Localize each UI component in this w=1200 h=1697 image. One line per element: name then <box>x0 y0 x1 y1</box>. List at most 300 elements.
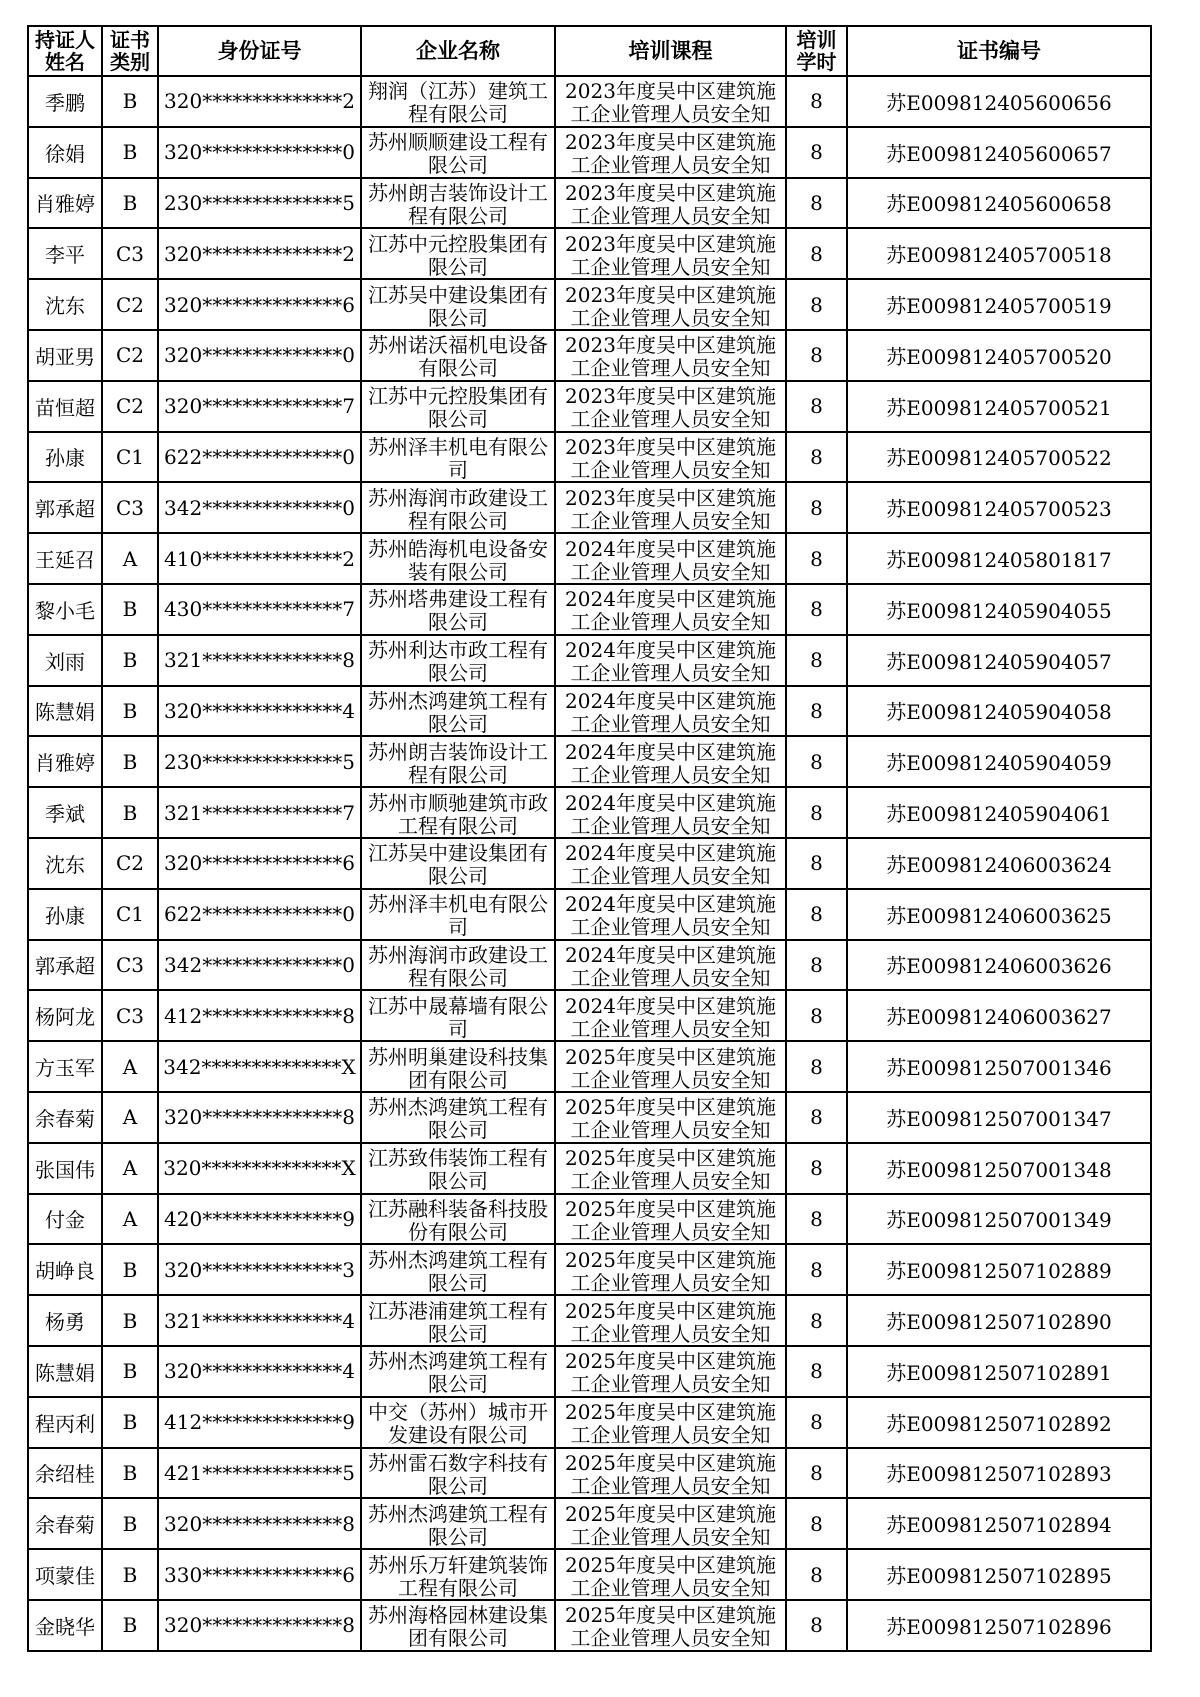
cell-course-text: 2025年度吴中区建筑施工企业管理人员安全知 <box>565 1552 776 1598</box>
table-body <box>28 76 1151 1651</box>
cell-id-number: 320**************2 <box>158 228 361 279</box>
cell-hours: 8 <box>786 635 847 686</box>
cell-company-text: 苏州海润市政建设工程有限公司 <box>368 485 548 531</box>
cell-hours: 8 <box>786 1448 847 1499</box>
cell-course <box>555 635 786 686</box>
table-row <box>28 889 1151 940</box>
cell-cert-category: C3 <box>102 228 158 279</box>
cell-id-number: 320**************6 <box>158 838 361 889</box>
cell-cert-number: 苏E009812405600656 <box>847 76 1151 127</box>
cell-company <box>361 432 555 483</box>
cell-holder-name: 季鹏 <box>28 76 102 127</box>
cell-course <box>555 1194 786 1245</box>
cell-hours: 8 <box>786 736 847 787</box>
cell-company-text: 苏州利达市政工程有限公司 <box>368 638 548 684</box>
cell-course <box>555 1549 786 1600</box>
cell-company <box>361 482 555 533</box>
cell-id-number: 320**************8 <box>158 1498 361 1549</box>
cell-holder-name: 方玉军 <box>28 1041 102 1092</box>
table-row <box>28 1092 1151 1143</box>
cell-course <box>555 1295 786 1346</box>
cell-cert-category: A <box>102 533 158 584</box>
cell-company <box>361 1600 555 1651</box>
cell-course-text: 2025年度吴中区建筑施工企业管理人员安全知 <box>565 1196 776 1242</box>
cell-id-number: 320**************7 <box>158 381 361 432</box>
cell-holder-name: 余绍桂 <box>28 1448 102 1499</box>
cell-holder-name: 苗恒超 <box>28 381 102 432</box>
cell-company <box>361 686 555 737</box>
cell-id-number: 430**************7 <box>158 584 361 635</box>
cell-cert-category: B <box>102 1498 158 1549</box>
header-cert-number: 证书编号 <box>847 26 1151 76</box>
table-row <box>28 1397 1151 1448</box>
cell-holder-name: 沈东 <box>28 279 102 330</box>
cell-course-text: 2024年度吴中区建筑施工企业管理人员安全知 <box>565 841 776 887</box>
cell-company <box>361 330 555 381</box>
cell-cert-category: C3 <box>102 940 158 991</box>
cell-holder-name: 陈慧娟 <box>28 1346 102 1397</box>
cell-course <box>555 1041 786 1092</box>
cell-company-text: 苏州塔弗建设工程有限公司 <box>368 587 548 633</box>
cell-company <box>361 1549 555 1600</box>
cell-course-text: 2024年度吴中区建筑施工企业管理人员安全知 <box>565 942 776 988</box>
table-row <box>28 1041 1151 1092</box>
cell-company <box>361 1295 555 1346</box>
cell-company-text: 苏州皓海机电设备安装有限公司 <box>368 536 548 582</box>
cell-cert-number: 苏E009812406003627 <box>847 990 1151 1041</box>
cell-company-text: 苏州泽丰机电有限公司 <box>368 892 548 938</box>
cell-cert-number: 苏E009812507001347 <box>847 1092 1151 1143</box>
table-row <box>28 787 1151 838</box>
cell-course <box>555 838 786 889</box>
cell-holder-name: 季斌 <box>28 787 102 838</box>
cell-course <box>555 381 786 432</box>
cell-id-number: 320**************6 <box>158 279 361 330</box>
cell-cert-category: B <box>102 76 158 127</box>
cell-course <box>555 1448 786 1499</box>
cell-company-text: 苏州乐万轩建筑装饰工程有限公司 <box>368 1552 548 1598</box>
cell-id-number: 320**************2 <box>158 76 361 127</box>
cell-company <box>361 889 555 940</box>
certificate-table <box>27 25 1152 1652</box>
cell-cert-category: A <box>102 1143 158 1194</box>
cell-hours: 8 <box>786 1041 847 1092</box>
cell-holder-name: 郭承超 <box>28 940 102 991</box>
cell-company <box>361 1194 555 1245</box>
table-row <box>28 279 1151 330</box>
cell-course-text: 2023年度吴中区建筑施工企业管理人员安全知 <box>565 231 776 277</box>
cell-holder-name: 余春菊 <box>28 1498 102 1549</box>
cell-id-number: 421**************5 <box>158 1448 361 1499</box>
cell-company-text: 江苏吴中建设集团有限公司 <box>368 282 548 328</box>
cell-course-text: 2024年度吴中区建筑施工企业管理人员安全知 <box>565 536 776 582</box>
cell-holder-name: 王延召 <box>28 533 102 584</box>
cell-holder-name: 陈慧娟 <box>28 686 102 737</box>
cell-company <box>361 838 555 889</box>
cell-course <box>555 1244 786 1295</box>
cell-course-text: 2024年度吴中区建筑施工企业管理人员安全知 <box>565 892 776 938</box>
cell-hours: 8 <box>786 482 847 533</box>
cell-holder-name: 程丙利 <box>28 1397 102 1448</box>
cell-id-number: 320**************0 <box>158 330 361 381</box>
cell-cert-category: B <box>102 1549 158 1600</box>
cell-id-number: 320**************X <box>158 1143 361 1194</box>
cell-id-number: 622**************0 <box>158 889 361 940</box>
cell-cert-number: 苏E009812405904061 <box>847 787 1151 838</box>
cell-holder-name: 金晓华 <box>28 1600 102 1651</box>
cell-company <box>361 1244 555 1295</box>
cell-holder-name: 杨阿龙 <box>28 990 102 1041</box>
header-hours: 培训学时 <box>786 26 847 76</box>
table-row <box>28 635 1151 686</box>
cell-course-text: 2025年度吴中区建筑施工企业管理人员安全知 <box>565 1349 776 1395</box>
cell-cert-category: C2 <box>102 279 158 330</box>
cell-cert-number: 苏E009812405700522 <box>847 432 1151 483</box>
cell-course <box>555 330 786 381</box>
cell-course-text: 2024年度吴中区建筑施工企业管理人员安全知 <box>565 993 776 1039</box>
cell-company <box>361 127 555 178</box>
cell-holder-name: 黎小毛 <box>28 584 102 635</box>
table-row <box>28 482 1151 533</box>
cell-course <box>555 1600 786 1651</box>
cell-company <box>361 76 555 127</box>
cell-id-number: 320**************3 <box>158 1244 361 1295</box>
table-row <box>28 381 1151 432</box>
cell-company-text: 苏州诺沃福机电设备有限公司 <box>368 333 548 379</box>
cell-hours: 8 <box>786 228 847 279</box>
cell-company-text: 苏州泽丰机电有限公司 <box>368 434 548 480</box>
cell-id-number: 342**************0 <box>158 940 361 991</box>
cell-company-text: 苏州朗吉装饰设计工程有限公司 <box>368 180 548 226</box>
cell-hours: 8 <box>786 838 847 889</box>
cell-course-text: 2025年度吴中区建筑施工企业管理人员安全知 <box>565 1603 776 1649</box>
cell-course-text: 2023年度吴中区建筑施工企业管理人员安全知 <box>565 434 776 480</box>
cell-cert-number: 苏E009812405700523 <box>847 482 1151 533</box>
cell-cert-number: 苏E009812507001349 <box>847 1194 1151 1245</box>
cell-course <box>555 76 786 127</box>
cell-company-text: 江苏中元控股集团有限公司 <box>368 384 548 430</box>
cell-hours: 8 <box>786 1244 847 1295</box>
cell-company-text: 苏州海润市政建设工程有限公司 <box>368 942 548 988</box>
cell-hours: 8 <box>786 990 847 1041</box>
cell-hours: 8 <box>786 1600 847 1651</box>
table-row <box>28 330 1151 381</box>
cell-cert-number: 苏E009812507102889 <box>847 1244 1151 1295</box>
cell-cert-number: 苏E009812405600657 <box>847 127 1151 178</box>
cell-company <box>361 381 555 432</box>
cell-cert-category: B <box>102 1295 158 1346</box>
cell-course <box>555 686 786 737</box>
cell-course <box>555 736 786 787</box>
cell-holder-name: 孙康 <box>28 432 102 483</box>
cell-hours: 8 <box>786 1295 847 1346</box>
cell-company-text: 苏州杰鸿建筑工程有限公司 <box>368 1095 548 1141</box>
cell-company-text: 苏州顺顺建设工程有限公司 <box>368 130 548 176</box>
cell-id-number: 321**************8 <box>158 635 361 686</box>
cell-course-text: 2025年度吴中区建筑施工企业管理人员安全知 <box>565 1298 776 1344</box>
cell-company-text: 江苏吴中建设集团有限公司 <box>368 841 548 887</box>
cell-cert-number: 苏E009812405904059 <box>847 736 1151 787</box>
cell-cert-number: 苏E009812405904058 <box>847 686 1151 737</box>
cell-company-text: 苏州杰鸿建筑工程有限公司 <box>368 1349 548 1395</box>
cell-id-number: 330**************6 <box>158 1549 361 1600</box>
cell-company-text: 苏州海格园林建设集团有限公司 <box>368 1603 548 1649</box>
cell-cert-number: 苏E009812405700518 <box>847 228 1151 279</box>
table-row <box>28 1346 1151 1397</box>
cell-course <box>555 228 786 279</box>
cell-company-text: 江苏融科装备科技股份有限公司 <box>368 1196 548 1242</box>
cell-holder-name: 张国伟 <box>28 1143 102 1194</box>
cell-cert-category: C2 <box>102 381 158 432</box>
cell-company-text: 苏州杰鸿建筑工程有限公司 <box>368 688 548 734</box>
cell-hours: 8 <box>786 279 847 330</box>
cell-course <box>555 787 786 838</box>
cell-hours: 8 <box>786 584 847 635</box>
header-company: 企业名称 <box>361 26 555 76</box>
cell-cert-number: 苏E009812405700521 <box>847 381 1151 432</box>
cell-id-number: 342**************0 <box>158 482 361 533</box>
cell-company-text: 江苏致伟装饰工程有限公司 <box>368 1146 548 1192</box>
cell-company <box>361 1498 555 1549</box>
cell-cert-number: 苏E009812405904057 <box>847 635 1151 686</box>
table-row <box>28 1244 1151 1295</box>
cell-hours: 8 <box>786 1397 847 1448</box>
table-row <box>28 584 1151 635</box>
cell-cert-number: 苏E009812507102895 <box>847 1549 1151 1600</box>
table-row <box>28 940 1151 991</box>
cell-hours: 8 <box>786 76 847 127</box>
cell-cert-category: B <box>102 635 158 686</box>
cell-course-text: 2023年度吴中区建筑施工企业管理人员安全知 <box>565 282 776 328</box>
cell-course-text: 2025年度吴中区建筑施工企业管理人员安全知 <box>565 1450 776 1496</box>
cell-hours: 8 <box>786 1143 847 1194</box>
cell-cert-category: C2 <box>102 838 158 889</box>
cell-company <box>361 1448 555 1499</box>
cell-cert-category: B <box>102 736 158 787</box>
header-course: 培训课程 <box>555 26 786 76</box>
cell-id-number: 412**************8 <box>158 990 361 1041</box>
cell-holder-name: 肖雅婷 <box>28 736 102 787</box>
cell-holder-name: 孙康 <box>28 889 102 940</box>
cell-hours: 8 <box>786 178 847 229</box>
cell-cert-category: B <box>102 178 158 229</box>
table-row <box>28 686 1151 737</box>
cell-company-text: 苏州雷石数字科技有限公司 <box>368 1450 548 1496</box>
cell-cert-number: 苏E009812405600658 <box>847 178 1151 229</box>
cell-cert-category: C1 <box>102 889 158 940</box>
cell-cert-number: 苏E009812405801817 <box>847 533 1151 584</box>
cell-course <box>555 279 786 330</box>
table-row <box>28 228 1151 279</box>
cell-course <box>555 584 786 635</box>
cell-company <box>361 1143 555 1194</box>
cell-course-text: 2025年度吴中区建筑施工企业管理人员安全知 <box>565 1501 776 1547</box>
cell-hours: 8 <box>786 1194 847 1245</box>
cell-company <box>361 990 555 1041</box>
table-row <box>28 127 1151 178</box>
cell-course <box>555 1346 786 1397</box>
cell-holder-name: 郭承超 <box>28 482 102 533</box>
cell-id-number: 342**************X <box>158 1041 361 1092</box>
cell-course-text: 2023年度吴中区建筑施工企业管理人员安全知 <box>565 384 776 430</box>
cell-course-text: 2023年度吴中区建筑施工企业管理人员安全知 <box>565 130 776 176</box>
cell-course <box>555 432 786 483</box>
cell-id-number: 320**************4 <box>158 1346 361 1397</box>
cell-id-number: 230**************5 <box>158 736 361 787</box>
cell-course <box>555 127 786 178</box>
cell-company-text: 苏州朗吉装饰设计工程有限公司 <box>368 739 548 785</box>
cell-cert-category: B <box>102 127 158 178</box>
cell-course-text: 2025年度吴中区建筑施工企业管理人员安全知 <box>565 1400 776 1446</box>
table-row <box>28 1600 1151 1651</box>
cell-cert-number: 苏E009812507102890 <box>847 1295 1151 1346</box>
cell-course-text: 2023年度吴中区建筑施工企业管理人员安全知 <box>565 333 776 379</box>
cell-cert-number: 苏E009812406003626 <box>847 940 1151 991</box>
cell-id-number: 410**************2 <box>158 533 361 584</box>
cell-id-number: 321**************4 <box>158 1295 361 1346</box>
table-row <box>28 1143 1151 1194</box>
cell-cert-number: 苏E009812507001348 <box>847 1143 1151 1194</box>
cell-holder-name: 余春菊 <box>28 1092 102 1143</box>
cell-hours: 8 <box>786 1549 847 1600</box>
cell-id-number: 320**************4 <box>158 686 361 737</box>
cell-company <box>361 228 555 279</box>
cell-holder-name: 沈东 <box>28 838 102 889</box>
cell-company <box>361 736 555 787</box>
cell-holder-name: 李平 <box>28 228 102 279</box>
cell-holder-name: 付金 <box>28 1194 102 1245</box>
cell-id-number: 321**************7 <box>158 787 361 838</box>
header-holder-name: 持证人姓名 <box>28 26 102 76</box>
cell-hours: 8 <box>786 432 847 483</box>
cell-cert-number: 苏E009812406003625 <box>847 889 1151 940</box>
cell-company <box>361 940 555 991</box>
cell-id-number: 420**************9 <box>158 1194 361 1245</box>
cell-id-number: 412**************9 <box>158 1397 361 1448</box>
cell-hours: 8 <box>786 787 847 838</box>
cell-hours: 8 <box>786 1498 847 1549</box>
cell-company-text: 江苏港浦建筑工程有限公司 <box>368 1298 548 1344</box>
cell-company <box>361 1092 555 1143</box>
cell-cert-number: 苏E009812405700520 <box>847 330 1151 381</box>
cell-company <box>361 533 555 584</box>
header-row <box>28 26 1151 76</box>
cell-company-text: 苏州明巢建设科技集团有限公司 <box>368 1044 548 1090</box>
header-id-number: 身份证号 <box>158 26 361 76</box>
cell-company <box>361 279 555 330</box>
table-row <box>28 1549 1151 1600</box>
header-cert-category: 证书类别 <box>102 26 158 76</box>
cell-cert-category: A <box>102 1041 158 1092</box>
cell-holder-name: 胡峥良 <box>28 1244 102 1295</box>
cell-course-text: 2024年度吴中区建筑施工企业管理人员安全知 <box>565 638 776 684</box>
cell-cert-number: 苏E009812507102896 <box>847 1600 1151 1651</box>
cell-course-text: 2025年度吴中区建筑施工企业管理人员安全知 <box>565 1146 776 1192</box>
table-row <box>28 432 1151 483</box>
cell-holder-name: 徐娟 <box>28 127 102 178</box>
cell-id-number: 622**************0 <box>158 432 361 483</box>
cell-hours: 8 <box>786 127 847 178</box>
table-row <box>28 736 1151 787</box>
cell-course <box>555 990 786 1041</box>
cell-course-text: 2025年度吴中区建筑施工企业管理人员安全知 <box>565 1044 776 1090</box>
cell-cert-category: C2 <box>102 330 158 381</box>
cell-cert-category: A <box>102 1194 158 1245</box>
table-row <box>28 990 1151 1041</box>
cell-course <box>555 533 786 584</box>
cell-cert-number: 苏E009812507102891 <box>847 1346 1151 1397</box>
cell-company-text: 江苏中晟幕墙有限公司 <box>368 993 548 1039</box>
cell-course <box>555 1498 786 1549</box>
cell-company-text: 江苏中元控股集团有限公司 <box>368 231 548 277</box>
cell-company <box>361 584 555 635</box>
cell-cert-category: C3 <box>102 990 158 1041</box>
cell-holder-name: 项蒙佳 <box>28 1549 102 1600</box>
cell-cert-category: B <box>102 1448 158 1499</box>
cell-holder-name: 杨勇 <box>28 1295 102 1346</box>
cell-company-text: 翔润（江苏）建筑工程有限公司 <box>368 79 548 125</box>
cell-holder-name: 肖雅婷 <box>28 178 102 229</box>
cell-company <box>361 1041 555 1092</box>
cell-cert-number: 苏E009812507102894 <box>847 1498 1151 1549</box>
cell-hours: 8 <box>786 330 847 381</box>
cell-hours: 8 <box>786 533 847 584</box>
cell-course <box>555 482 786 533</box>
cell-id-number: 320**************0 <box>158 127 361 178</box>
cell-cert-category: C3 <box>102 482 158 533</box>
cell-id-number: 230**************5 <box>158 178 361 229</box>
cell-course-text: 2025年度吴中区建筑施工企业管理人员安全知 <box>565 1247 776 1293</box>
cell-id-number: 320**************8 <box>158 1600 361 1651</box>
cell-cert-category: B <box>102 584 158 635</box>
cell-cert-number: 苏E009812507102892 <box>847 1397 1151 1448</box>
cell-course-text: 2024年度吴中区建筑施工企业管理人员安全知 <box>565 587 776 633</box>
cell-company-text: 苏州杰鸿建筑工程有限公司 <box>368 1247 548 1293</box>
table-row <box>28 1295 1151 1346</box>
cell-course <box>555 178 786 229</box>
cell-holder-name: 胡亚男 <box>28 330 102 381</box>
cell-cert-category: B <box>102 1600 158 1651</box>
cell-hours: 8 <box>786 1092 847 1143</box>
cell-company-text: 中交（苏州）城市开发建设有限公司 <box>368 1400 548 1446</box>
cell-course-text: 2025年度吴中区建筑施工企业管理人员安全知 <box>565 1095 776 1141</box>
cell-company <box>361 178 555 229</box>
cell-cert-category: C1 <box>102 432 158 483</box>
table-row <box>28 1194 1151 1245</box>
cell-cert-category: A <box>102 1092 158 1143</box>
cell-id-number: 320**************8 <box>158 1092 361 1143</box>
cell-cert-number: 苏E009812507102893 <box>847 1448 1151 1499</box>
cell-course-text: 2023年度吴中区建筑施工企业管理人员安全知 <box>565 180 776 226</box>
cell-cert-category: B <box>102 1397 158 1448</box>
cell-company-text: 苏州杰鸿建筑工程有限公司 <box>368 1501 548 1547</box>
cell-course <box>555 940 786 991</box>
cell-hours: 8 <box>786 686 847 737</box>
table-row <box>28 1498 1151 1549</box>
cell-hours: 8 <box>786 889 847 940</box>
cell-hours: 8 <box>786 381 847 432</box>
table-row <box>28 76 1151 127</box>
cell-cert-category: B <box>102 686 158 737</box>
cell-cert-category: B <box>102 787 158 838</box>
cell-company <box>361 787 555 838</box>
cell-hours: 8 <box>786 1346 847 1397</box>
cell-company-text: 苏州市顺驰建筑市政工程有限公司 <box>368 790 548 836</box>
cell-course-text: 2023年度吴中区建筑施工企业管理人员安全知 <box>565 79 776 125</box>
cell-cert-number: 苏E009812406003624 <box>847 838 1151 889</box>
cell-course <box>555 1143 786 1194</box>
cell-cert-category: B <box>102 1346 158 1397</box>
